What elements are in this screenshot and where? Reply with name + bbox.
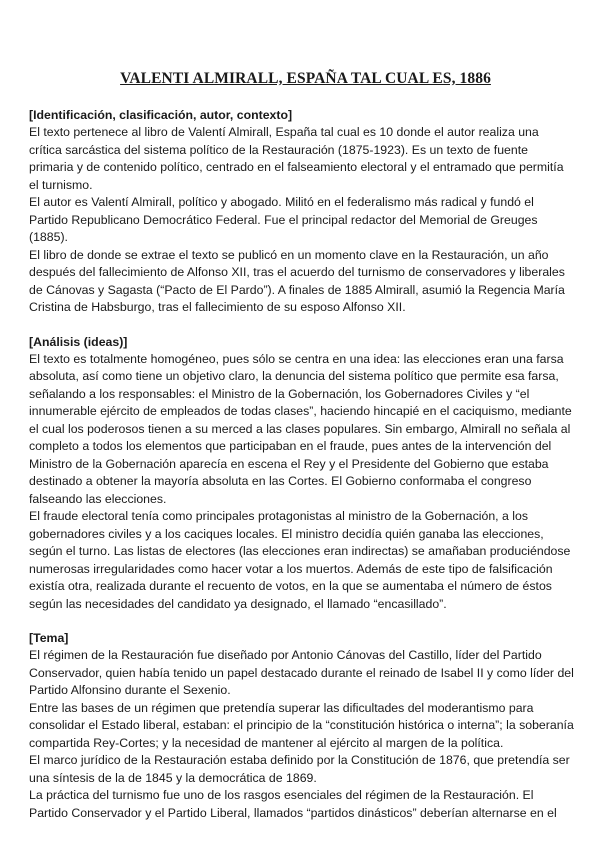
section-identificacion [29, 107, 574, 317]
section-analisis [29, 334, 574, 614]
document-title: VALENTI ALMIRALL, ESPAÑA TAL CUAL ES, 1886 [120, 70, 491, 87]
paragraph: La práctica del turnismo fue uno de los rasgos esenciales del régimen de la Restauración. El Partido Conservador y el Partido Liberal, llamados “partidos dinásticos” deberían alternarse en el [29, 788, 557, 820]
paragraph: El marco jurídico de la Restauración estaba definido por la Constitución de 1876, que pretendía ser una síntesis de la de 1845 y la democrática de 1869. [29, 753, 570, 785]
paragraph: El libro de donde se extrae el texto se publicó en un momento clave en la Restauración, un año después del fallecimiento de Alfonso XII, tras el acuerdo del turnismo de conservadores y liberales de Cánovas y Sagasta (“Pacto de El Pardo”). A finales de 1885 Almirall, asumió la Regencia María Cristina de Habsburgo, tras el fallecimiento de su esposo Alfonso XII. [29, 247, 565, 314]
paragraph: El texto es totalmente homogéneo, pues sólo se centra en una idea: las elecciones eran una farsa absoluta, así como tiene un objetivo claro, la denuncia del sistema político que permite esa farsa, señalando a los responsables: el Ministro de la Gobernación, los Gobernadores Civiles y “el innumerable ejército de empleados de todas clases”, haciendo hincapié en el caciquismo, mediante el cual los poderosos tienen a su merced a las clases populares. Sin embargo, Almirall no señala al completo a todos los elementos que participaban en el fraude, pues antes de la intervención del Ministro de la Gobernación aparecía en escena el Rey y el Presidente del Gobierno que estaba destinado a obtener la mayoría absoluta en las Cortes. El Gobierno conformaba el congreso falseando las elecciones. [29, 351, 572, 506]
section-heading: [Tema] [29, 631, 69, 645]
document-page [29, 70, 574, 839]
section-tema [29, 630, 574, 822]
paragraph: El autor es Valentí Almirall, político y abogado. Militó en el federalismo más radical y fundó el Partido Republicano Democrático Federal. Fue el principal redactor del Memorial de Greuges (1885). [29, 195, 538, 244]
section-heading: [Identificación, clasificación, autor, contexto] [29, 108, 293, 122]
paragraph: Entre las bases de un régimen que pretendía superar las dificultades del moderantismo para consolidar el Estado liberal, estaban: el principio de la “constitución histórica o interna”; la soberanía compartida Rey-Cortes; y la necesidad de mantener al ejército al margen de la política. [29, 700, 574, 750]
paragraph: El texto pertenece al libro de Valentí Almirall, España tal cual es 10 donde el autor realiza una crítica sarcástica del sistema político de la Restauración (1875-1923). Es un texto de fuente primaria y de contenido político, centrado en el falseamiento electoral y el entramado que permitía el turnismo. [29, 125, 564, 192]
paragraph: El fraude electoral tenía como principales protagonistas al ministro de la Gobernación, a los gobernadores civiles y a los caciques locales. El ministro decidía quién ganaba las elecciones, según el turno. Las listas de electores (las elecciones eran indirectas) se amañaban produciéndose numerosas irregularidades como hacer votar a los muertos. Además de este tipo de falsificación existía otra, realizada durante el recuento de votos, en la que se aumentaba el número de éstos según las necesidades del candidato ya designado, el llamado “encasillado”. [29, 509, 571, 611]
paragraph: El régimen de la Restauración fue diseñado por Antonio Cánovas del Castillo, líder del Partido Conservador, quien había tenido un papel destacado durante el reinado de Isabel II y como líder del Partido Alfonsino durante el Sexenio. [29, 648, 574, 697]
section-heading: [Análisis (ideas)] [29, 334, 128, 349]
